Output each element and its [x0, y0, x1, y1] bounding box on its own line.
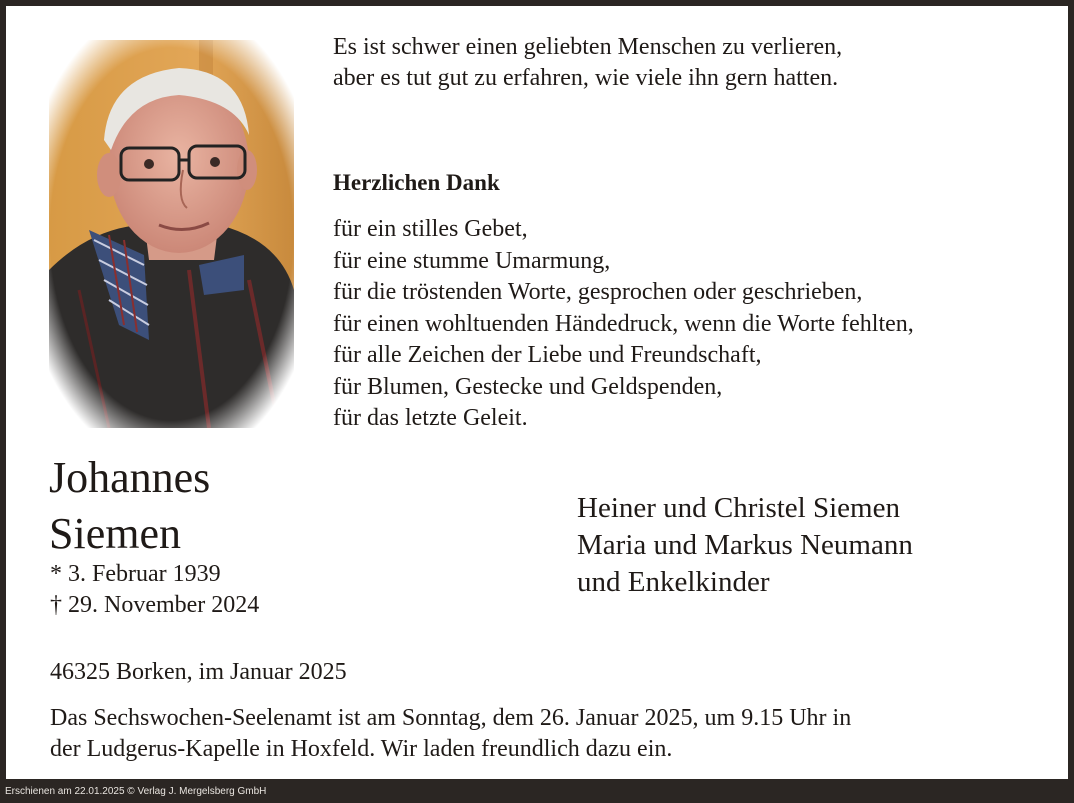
quote-line: aber es tut gut zu erfahren, wie viele ihn gern hatten. — [333, 65, 839, 91]
mourner-line: Heiner und Christel Siemen — [577, 492, 900, 524]
thanks-list — [333, 214, 914, 435]
portrait-photo — [49, 40, 294, 428]
first-name: Johannes — [49, 453, 211, 502]
thanks-heading: Herzlichen Dank — [333, 170, 500, 195]
thanks-line: für ein stilles Gebet, — [333, 216, 528, 242]
notice-line: der Ludgerus-Kapelle in Hoxfeld. Wir laden freundlich dazu ein. — [50, 736, 673, 762]
memorial-notice — [50, 703, 1050, 765]
last-name: Siemen — [49, 509, 181, 558]
thanks-line: für eine stumme Umarmung, — [333, 247, 611, 274]
life-dates — [50, 559, 259, 621]
obituary-card — [6, 6, 1068, 779]
thanks-line: für das letzte Geleit. — [333, 405, 528, 431]
thanks-line: für alle Zeichen der Liebe und Freundschaft, — [333, 342, 762, 368]
mourner-line: Maria und Markus Neumann — [577, 529, 913, 561]
quote-line: Es ist schwer einen geliebten Menschen zu verlieren, — [333, 34, 843, 60]
mourners — [577, 490, 913, 601]
quote — [333, 32, 842, 94]
deceased-name — [49, 450, 210, 562]
publication-footer: Erschienen am 22.01.2025 © Verlag J. Mergelsberg GmbH — [5, 786, 267, 797]
place-and-date: 46325 Borken, im Januar 2025 — [50, 659, 347, 685]
thanks-line: für die tröstenden Worte, gesprochen oder geschrieben, — [333, 279, 863, 305]
birth-date: * 3. Februar 1939 — [50, 561, 221, 587]
thanks-line: für einen wohltuenden Händedruck, wenn die Worte fehlten, — [333, 310, 914, 337]
mourner-line: und Enkelkinder — [577, 566, 770, 598]
notice-line: Das Sechswochen-Seelenamt ist am Sonntag, dem 26. Januar 2025, um 9.15 Uhr in — [50, 705, 852, 731]
death-date: † 29. November 2024 — [50, 592, 260, 618]
thanks-line: für Blumen, Gestecke und Geldspenden, — [333, 373, 723, 400]
